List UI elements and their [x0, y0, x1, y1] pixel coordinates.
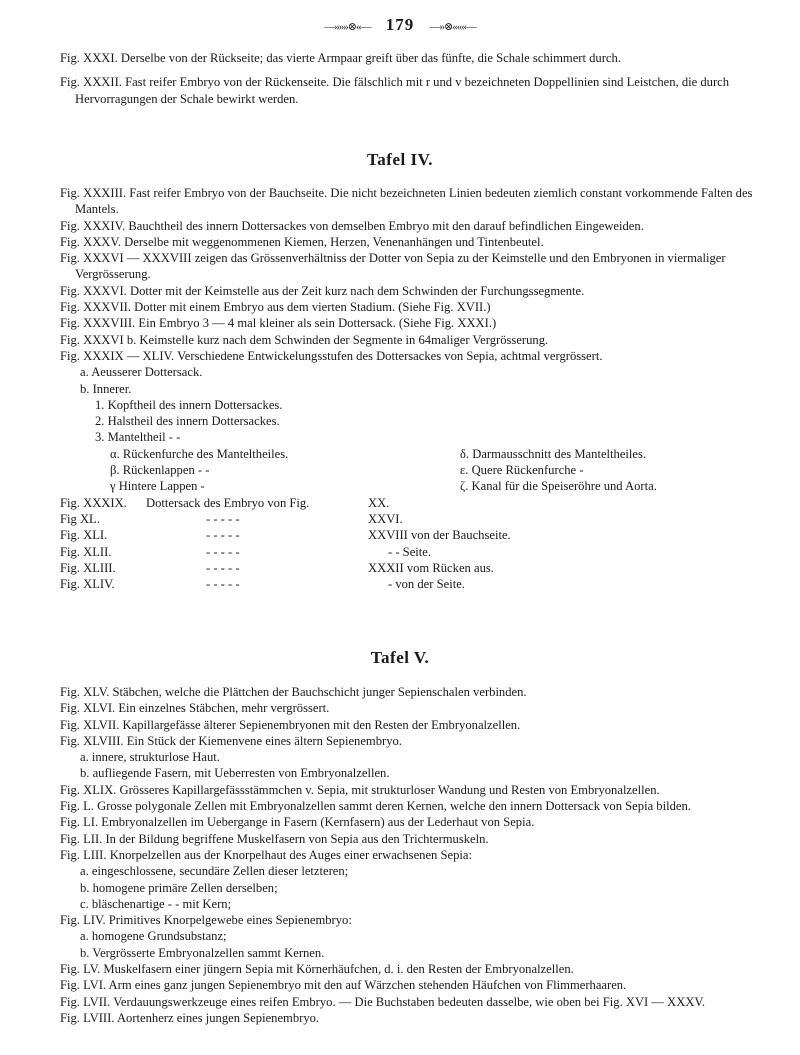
fig-text: Stäbchen, welche die Plättchen der Bauchschicht junger Sepienschalen verbinden. [112, 685, 527, 699]
sub-item: c. bläschenartige - - mit Kern; [80, 896, 232, 911]
sub-item: a. innere, strukturlose Haut. [80, 750, 220, 765]
fig-table-ref: XXVI. [368, 511, 403, 526]
fig-label: Fig. XLIX. [60, 782, 117, 797]
fig-label: Fig. LIV. [60, 913, 106, 928]
fig-label: Fig. LVI. [60, 978, 107, 993]
fig-entry [60, 74, 778, 107]
fig-text: Dotter mit der Keimstelle aus der Zeit kurz nach dem Schwinden der Furchungssegmente. [129, 283, 585, 298]
fig-entry [60, 977, 778, 993]
greek-right [460, 446, 778, 495]
tafel-v-section [60, 684, 778, 1026]
fig-label: Fig. XXXVI — XXXVIII [60, 251, 192, 266]
fig-entry [60, 50, 778, 66]
fig-entry [60, 831, 778, 847]
fig-table-label: Fig. XLI. [60, 528, 108, 543]
greek-columns [60, 446, 778, 495]
fig-entry [60, 185, 778, 218]
fig-entry [60, 847, 778, 863]
fig-text: Kapillargefässe älterer Sepienembryonen mit den Resten der Embryonalzellen. [122, 717, 521, 732]
fig-label: Fig. XXXI. [60, 51, 118, 65]
fig-table-label: Fig. XXXIX. [60, 495, 127, 510]
sub-item: b. Vergrösserte Embryonalzellen sammt Kernen. [80, 945, 325, 960]
fig-text: In der Bildung begriffene Muskelfasern von Sepia aus den Trichtermuskeln. [105, 831, 489, 846]
sub-item: b. homogene primäre Zellen derselben; [80, 880, 278, 895]
fig-text: Aortenherz eines jungen Sepienembryo. [116, 1010, 320, 1025]
fig-text: Bauchtheil des innern Dottersackes von demselben Embryo mit den darauf befindlichen Eingeweiden. [128, 218, 644, 233]
fig-text: Ein Embryo 3 — 4 mal kleiner als sein Dottersack. (Siehe Fig. XXXI.) [138, 316, 497, 331]
fig-table-label: Fig. XLII. [60, 544, 112, 559]
fig-table-label: Fig XL. [60, 511, 100, 526]
fig-table-desc: Dottersack des Embryo von Fig. [146, 495, 310, 510]
fig-table-desc: - - - - - [206, 577, 240, 592]
fig-label: Fig. LI. [60, 815, 99, 830]
fig-entry [60, 299, 778, 315]
fig-table-ref: XXXII vom Rücken aus. [368, 560, 494, 575]
ornament-right: —»⊗«««— [429, 21, 476, 33]
fig-text: Dotter mit einem Embryo aus dem vierten Stadium. (Siehe Fig. XVII.) [134, 300, 491, 315]
fig-text: Grösseres Kapillargefässstämmchen v. Sepia, mit strukturloser Wandung und Resten von Embryonalzellen. [119, 782, 660, 797]
fig-table-ref: - - Seite. [388, 544, 432, 559]
fig-text: Knorpelzellen aus der Knorpelhaut des Auges einer erwachsenen Sepia: [109, 847, 472, 862]
sub-item-b: b. Innerer. [80, 381, 132, 396]
fig-entry [60, 782, 778, 798]
sub-item-1: 1. Kopftheil des innern Dottersackes. [95, 397, 283, 412]
fig-text: Fast reifer Embryo von der Bauchseite. Die nicht bezeichneten Linien bedeuten ziemlich constant vorkommende Falten des Mantels. [75, 186, 753, 217]
fig-entry [60, 234, 778, 250]
fig-label: Fig. XLVIII. [60, 733, 124, 748]
fig-text: Muskelfasern einer jüngern Sepia mit Körnerhäufchen, d. i. den Resten der Embryonalzellen. [103, 962, 574, 977]
fig-entry [60, 961, 778, 977]
fig-label: Fig. XXXIII. [60, 186, 127, 200]
fig-text: Arm eines ganz jungen Sepienembryo mit den auf Wärzchen stehenden Häufchen von Flimmerhaaren. [108, 978, 627, 993]
greek-item: ε. Quere Rückenfurche - [460, 463, 584, 478]
fig-table [60, 495, 778, 593]
ornament-left: —»»»⊗«— [324, 21, 371, 33]
greek-left [60, 446, 460, 495]
fig-label: Fig. LVIII. [60, 1010, 115, 1025]
fig-entry [60, 700, 778, 716]
fig-entry [60, 218, 778, 234]
fig-label: Fig. XXXVI. [60, 283, 127, 298]
fig-label: Fig. XLV. [60, 685, 110, 699]
greek-item: ζ. Kanal für die Speiseröhre und Aorta. [460, 479, 657, 494]
fig-entry [60, 684, 778, 700]
fig-label: Fig. XLVI. [60, 701, 116, 716]
fig-entry [60, 733, 778, 749]
fig-entry [60, 814, 778, 830]
fig-label: Fig. XLVII. [60, 717, 120, 732]
fig-text: Verdauungswerkzeuge eines reifen Embryo. — Die Buchstaben bedeuten dasselbe, wie oben bei Fig. XVI — XXXV. [113, 994, 706, 1009]
greek-item: α. Rückenfurche des Manteltheiles. [110, 446, 289, 461]
fig-text: Embryonalzellen im Uebergange in Fasern (Kernfasern) aus der Lederhaut von Sepia. [101, 815, 535, 830]
fig-table-desc: - - - - - [206, 511, 240, 526]
fig-label: Fig. XXXVI b. [60, 332, 137, 347]
tafel-iv-title: Tafel IV. [367, 150, 433, 169]
sub-item: a. homogene Grundsubstanz; [80, 929, 227, 944]
sub-item-3: 3. Manteltheil - - [95, 430, 181, 445]
fig-entry [60, 332, 778, 348]
sub-item: b. aufliegende Fasern, mit Ueberresten von Embryonalzellen. [80, 766, 390, 781]
page-header [0, 15, 800, 35]
top-section [60, 50, 778, 107]
fig-label: Fig. L. [60, 799, 94, 814]
fig-table-ref: - von der Seite. [388, 577, 465, 592]
fig-text: Ein Stück der Kiemenvene eines ältern Sepienembryo. [126, 733, 402, 748]
fig-entry [60, 912, 778, 928]
fig-label: Fig. LIII. [60, 847, 107, 862]
fig-text: Ein einzelnes Stäbchen, mehr vergrössert. [118, 701, 330, 716]
fig-text: Derselbe mit weggenommenen Kiemen, Herzen, Venenanhängen und Tintenbeutel. [124, 234, 544, 249]
fig-text: zeigen das Grössenverhältniss der Dotter von Sepia zu der Keimstelle und den Embryonen in viermaliger Vergrösserung. [75, 251, 726, 282]
fig-text: Fast reifer Embryo von der Rückenseite. Die fälschlich mit r und v bezeichneten Doppellinien sind Leistchen, die durch Hervorragungen der Schale bewirkt werden. [75, 75, 730, 106]
fig-label: Fig. XXXIX — XLIV. [60, 348, 175, 363]
fig-text: Grosse polygonale Zellen mit Embryonalzellen sammt deren Kernen, welche den innern Dottersack von Sepia bilden. [97, 799, 691, 814]
tafel-v-title: Tafel V. [370, 648, 430, 667]
greek-item: δ. Darmausschnitt des Manteltheiles. [460, 446, 647, 461]
fig-text: Primitives Knorpelgewebe eines Sepienembryo: [108, 913, 352, 928]
fig-text: Verschiedene Entwickelungsstufen des Dottersackes von Sepia, achtmal vergrössert. [177, 348, 603, 363]
fig-text: Keimstelle kurz nach dem Schwinden der Segmente in 64maliger Vergrösserung. [139, 332, 549, 347]
greek-item: γ Hintere Lappen - [110, 479, 205, 494]
fig-entry [60, 315, 778, 331]
fig-label: Fig. LV. [60, 962, 101, 977]
fig-label: Fig. XXXVII. [60, 300, 132, 315]
greek-item: β. Rückenlappen - - [110, 463, 210, 478]
fig-table-desc: - - - - - [206, 560, 240, 575]
fig-entry [60, 717, 778, 733]
fig-table-label: Fig. XLIII. [60, 560, 116, 575]
fig-entry [60, 798, 778, 814]
fig-label: Fig. LVII. [60, 994, 111, 1009]
fig-entry [60, 250, 778, 283]
sub-item-2: 2. Halstheil des innern Dottersackes. [95, 414, 280, 429]
fig-label: Fig. XXXIV. [60, 218, 126, 233]
fig-text: Derselbe von der Rückseite; das vierte Armpaar greift über das fünfte, die Schale schimmert durch. [120, 51, 621, 65]
fig-table-label: Fig. XLIV. [60, 577, 115, 592]
fig-entry [60, 994, 778, 1010]
page-number: 179 [385, 15, 415, 34]
tafel-iv-section [60, 185, 778, 592]
fig-entry [60, 348, 778, 364]
fig-entry [60, 283, 778, 299]
fig-table-ref: XXVIII von der Bauchseite. [368, 528, 511, 543]
fig-table-desc: - - - - - [206, 544, 240, 559]
fig-entry [60, 1010, 778, 1026]
sub-item-a: a. Aeusserer Dottersack. [80, 365, 203, 380]
fig-label: Fig. LII. [60, 831, 103, 846]
fig-label: Fig. XXXVIII. [60, 316, 136, 331]
fig-label: Fig. XXXII. [60, 75, 122, 90]
fig-table-desc: - - - - - [206, 528, 240, 543]
fig-label: Fig. XXXV. [60, 234, 122, 249]
fig-table-ref: XX. [368, 495, 390, 510]
sub-item: a. eingeschlossene, secundäre Zellen dieser letzteren; [80, 864, 349, 879]
